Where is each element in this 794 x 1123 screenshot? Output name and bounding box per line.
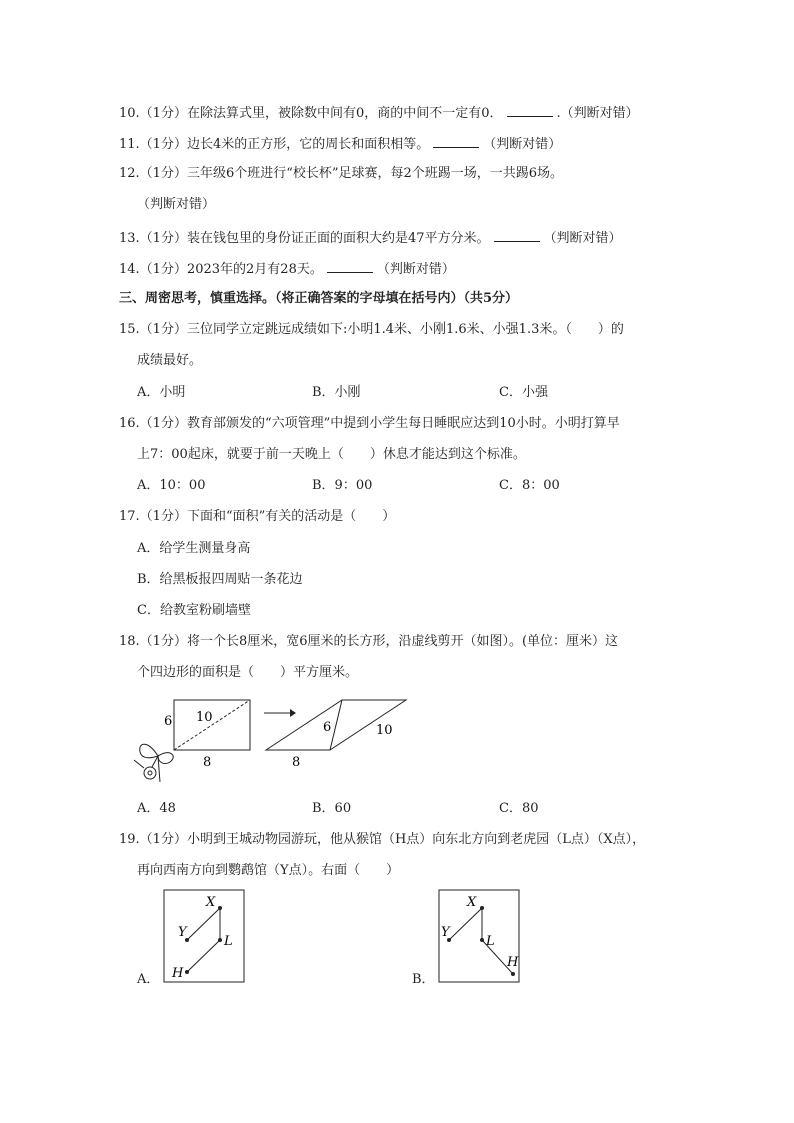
question-15-line1: 15.（1分）三位同学立定跳远成绩如下:小明1.4米、小刚1.6米、小强1.3米。（ ）的 (119, 322, 624, 337)
path-x-y (449, 908, 482, 940)
option-a[interactable]: A．48 (137, 801, 176, 816)
label-h: H (507, 955, 519, 970)
label-l: L (224, 934, 233, 949)
question-18-line2: 个四边形的面积是（ ）平方厘米。 (137, 665, 359, 680)
label-l: L (486, 934, 495, 949)
label-x: X (206, 895, 216, 910)
option-b[interactable]: B．60 (312, 801, 352, 816)
option-b[interactable]: B． (412, 972, 435, 987)
label-y: Y (441, 925, 450, 940)
para-side-label: 10 (376, 723, 393, 738)
answer-blank[interactable] (507, 104, 553, 117)
option-a[interactable]: A． (137, 972, 160, 987)
point-x (218, 906, 222, 910)
point-h (511, 972, 515, 976)
point-h (185, 970, 189, 974)
question-13: 13.（1分）装在钱包里的身份证正面的面积大约是47平方分米。 （判断对错） (119, 231, 622, 246)
label-h: H (172, 966, 184, 981)
label-y: Y (178, 925, 187, 940)
option-b[interactable]: B．给黑板报四周贴一条花边 (137, 572, 303, 587)
question-18-line1: 18.（1分）将一个长8厘米，宽6厘米的长方形，沿虚线剪开（如图）。(单位：厘米）这 (119, 634, 619, 649)
question-17-line1: 17.（1分）下面和“面积”有关的活动是（ ） (119, 509, 396, 524)
answer-blank[interactable] (494, 229, 540, 242)
para-base-label: 8 (292, 755, 301, 770)
question-14: 14.（1分）2023年的2月有28天。 （判断对错） (119, 262, 455, 277)
question-16-line2: 上7：00起床，就要于前一天晚上（ ）休息才能达到这个标准。 (137, 447, 526, 462)
option-c[interactable]: C．小强 (499, 385, 548, 400)
path-x-y (187, 908, 220, 940)
path-h-l (187, 940, 220, 972)
answer-blank[interactable] (433, 135, 479, 148)
option-a[interactable]: A．小明 (137, 385, 186, 400)
map-option-b (435, 888, 525, 986)
option-a[interactable]: A．10：00 (137, 478, 206, 493)
point-l (218, 938, 222, 942)
option-b[interactable]: B．小刚 (312, 385, 361, 400)
question-11: 11.（1分）边长4米的正方形，它的周长和面积相等。 （判断对错） (119, 137, 562, 152)
answer-blank[interactable] (327, 260, 373, 273)
option-c[interactable]: C．8：00 (499, 478, 560, 493)
option-b[interactable]: B．9：00 (312, 478, 373, 493)
parallelogram-height-line (330, 700, 342, 750)
arrow-right-icon (290, 709, 296, 717)
question-12-line2: （判断对错） (137, 197, 216, 212)
rect-width-label: 6 (164, 714, 173, 729)
para-height-label: 6 (323, 720, 332, 735)
label-x: X (467, 895, 477, 910)
question-15-line2: 成绩最好。 (137, 353, 203, 368)
option-c[interactable]: C．80 (499, 801, 539, 816)
option-a[interactable]: A．给学生测量身高 (137, 541, 251, 556)
map-option-a (160, 888, 250, 986)
question-16-line1: 16.（1分）教育部颁发的“六项管理”中提到小学生每日睡眠应达到10小时。小明打算早 (119, 416, 620, 431)
dashed-cut-line (174, 700, 250, 750)
rect-length-label: 8 (203, 755, 212, 770)
scissors-icon (134, 744, 173, 782)
rect-diagonal-label: 10 (196, 710, 213, 725)
question-12-line1: 12.（1分）三年级6个班进行“校长杯”足球赛，每2个班踢一场，一共踢6场。 (119, 166, 564, 181)
question-19-line1: 19.（1分）小明到王城动物园游玩，他从猴馆（H点）向东北方向到老虎园（L点）（X点）， (119, 832, 646, 847)
point-x (480, 906, 484, 910)
question-10: 10.（1分）在除法算式里，被除数中间有0，商的中间不一定有0． .（判断对错） (119, 106, 639, 121)
point-l (480, 938, 484, 942)
section-3-heading: 三、周密思考，慎重选择。（将正确答案的字母填在括号内）（共5分） (119, 291, 519, 306)
option-c[interactable]: C．给教室粉刷墙壁 (137, 603, 251, 618)
rectangle-cut-figure (130, 690, 420, 790)
question-19-line2: 再向西南方向到鹦鹉馆（Y点）。右面（ ） (137, 863, 400, 878)
